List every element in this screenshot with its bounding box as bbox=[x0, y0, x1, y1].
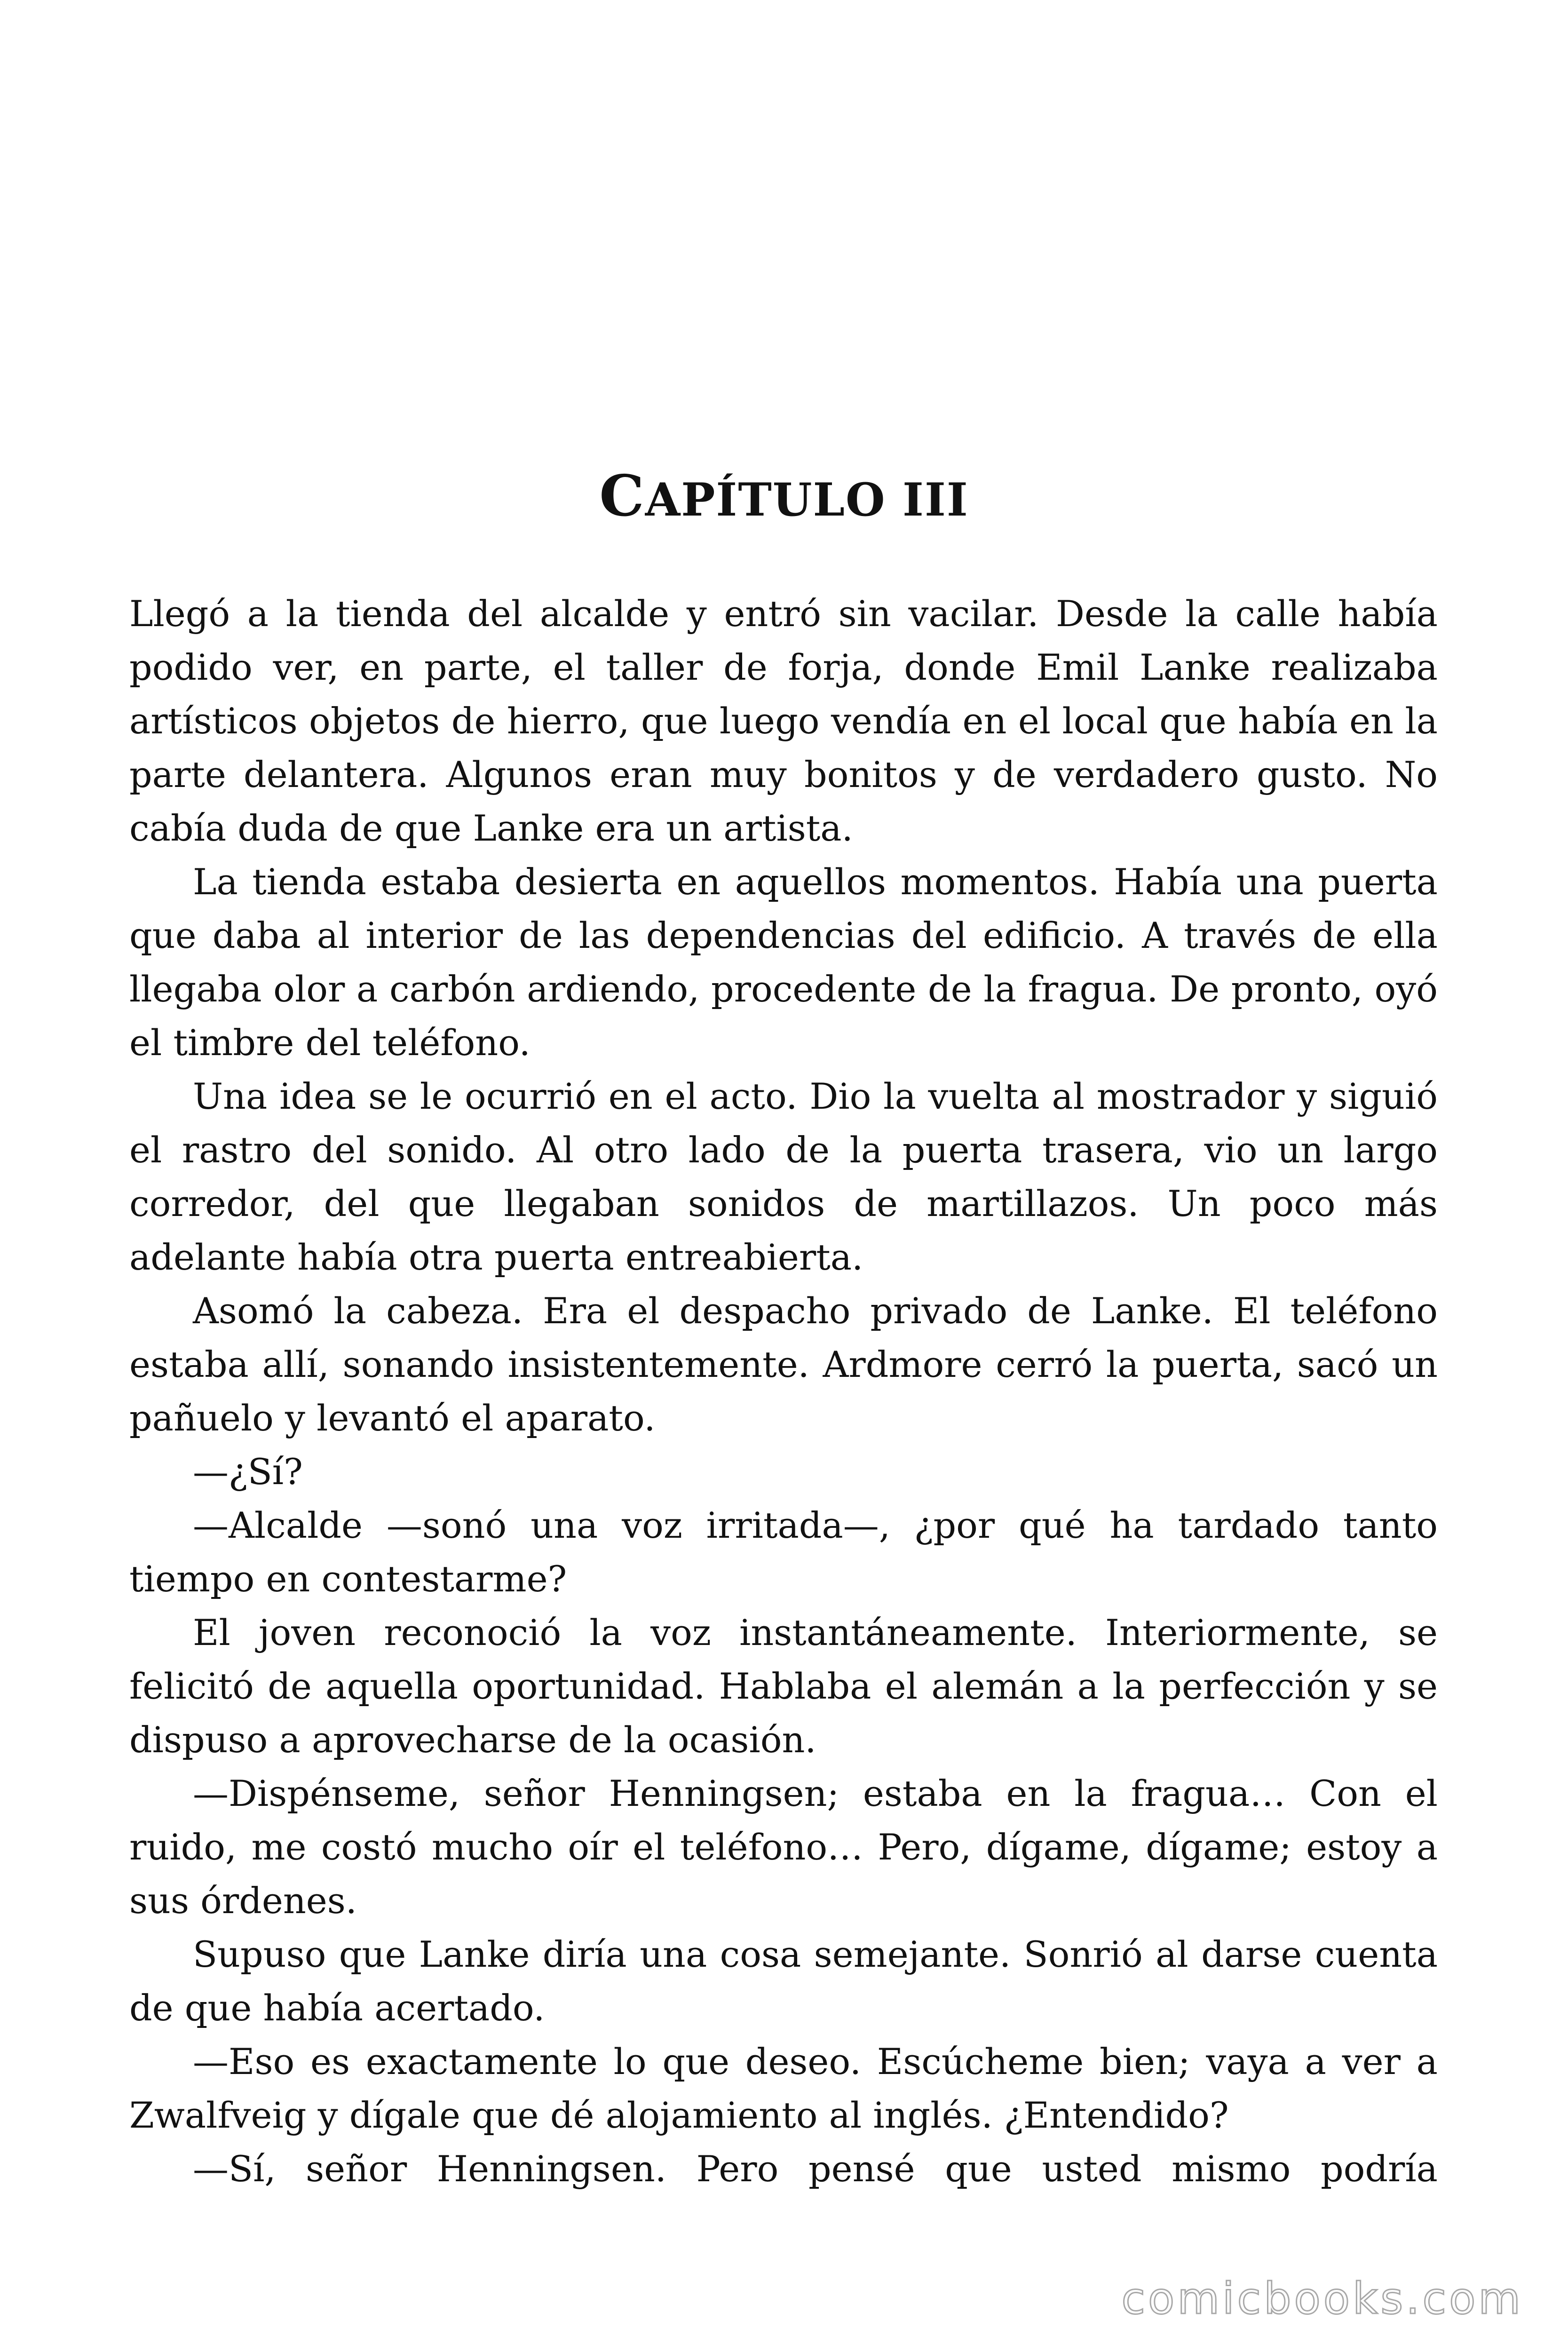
paragraph: Una idea se le ocurrió en el acto. Dio la vuelta al mostrador y siguió el rastro del sonido. Al otro lado de la puerta trasera, vio un largo corredor, del que llegaban sonidos de martillazos. Un poco más adelante había otra puerta entreabierta. bbox=[129, 1075, 1438, 1278]
chapter-title bbox=[0, 459, 1568, 538]
paragraph: Supuso que Lanke diría una cosa semejante. Sonrió al darse cuenta de que había acertado. bbox=[129, 1933, 1438, 2029]
dialogue-line: —Alcalde —sonó una voz irritada—, ¿por qué ha tardado tanto tiempo en contestarme? bbox=[129, 1504, 1438, 1600]
dialogue-line: —Eso es exactamente lo que deseo. Escúcheme bien; vaya a ver a Zwalfveig y dígale que dé alojamiento al inglés. ¿Entendido? bbox=[129, 2041, 1438, 2136]
dialogue-line: —Sí, señor Henningsen. Pero pensé que usted mismo podría bbox=[193, 2148, 1438, 2190]
chapter-body bbox=[129, 587, 1438, 2196]
paragraph: Llegó a la tienda del alcalde y entró sin vacilar. Desde la calle había podido ver, en parte, el taller de forja, donde Emil Lanke realizaba artísticos objetos de hierro, que luego vendía en el local que había en la parte delantera. Algunos eran muy bonitos y de verdadero gusto. No cabía duda de que Lanke era un artista. bbox=[129, 593, 1438, 849]
chapter-title-first-letter: C bbox=[599, 463, 645, 529]
watermark: comicbooks.com bbox=[1121, 2273, 1523, 2324]
dialogue-line: —¿Sí? bbox=[193, 1451, 303, 1493]
chapter-title-rest: APÍTULO III bbox=[645, 473, 969, 526]
dialogue-line: —Dispénseme, señor Henningsen; estaba en la fragua… Con el ruido, me costó mucho oír el teléfono… Pero, dígame, dígame; estoy a sus órdenes. bbox=[129, 1772, 1438, 1922]
paragraph: La tienda estaba desierta en aquellos momentos. Había una puerta que daba al interior de las dependencias del edificio. A través de ella llegaba olor a carbón ardiendo, procedente de la fragua. De pronto, oyó el timbre del teléfono. bbox=[129, 861, 1438, 1064]
paragraph: El joven reconoció la voz instantáneamente. Interiormente, se felicitó de aquella oportunidad. Hablaba el alemán a la perfección y se dispuso a aprovecharse de la ocasión. bbox=[129, 1612, 1438, 1761]
paragraph: Asomó la cabeza. Era el despacho privado de Lanke. El teléfono estaba allí, sonando insistentemente. Ardmore cerró la puerta, sacó un pañuelo y levantó el aparato. bbox=[129, 1290, 1438, 1439]
